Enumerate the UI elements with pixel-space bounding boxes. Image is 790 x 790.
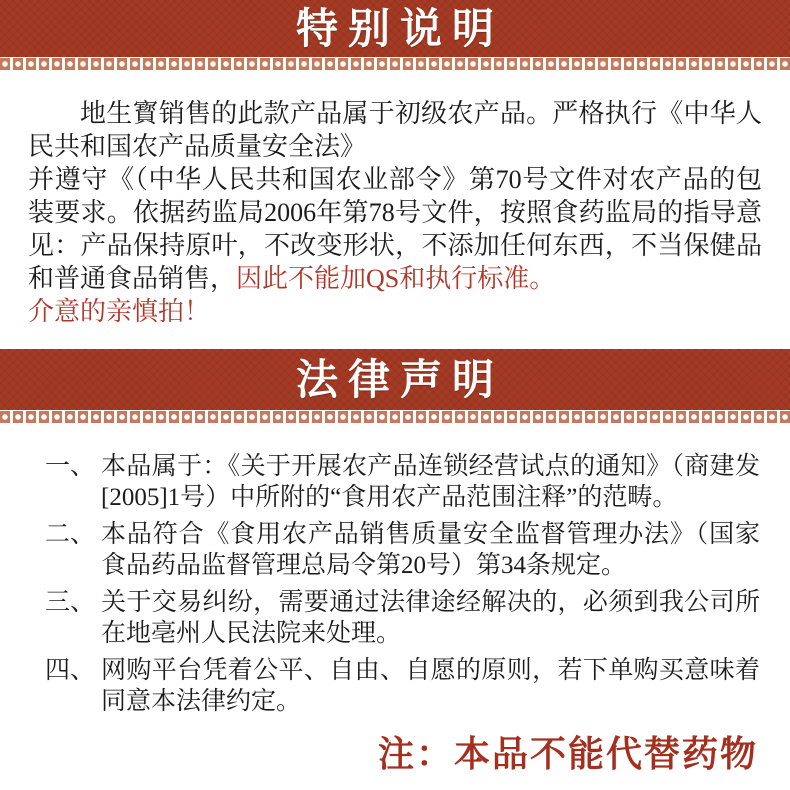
legal-section-title: 法律声明: [295, 354, 504, 404]
special-paragraph-2-black: 并遵守《（中华人民共和国农业部令》第70号文件对农产品的包装要求。依据药监局2006年第78号文件，按照食药监局的指导意见：产品保持原叶，不改变形状，不添加任何东西，不当保健品和普通食品销售，: [28, 165, 762, 293]
special-section-title: 特别说明: [295, 3, 504, 53]
legal-section-banner: [0, 349, 790, 410]
legal-item-1: [45, 451, 760, 513]
legal-item-3-text: 关于交易纠纷，需要通过法律途经解决的，必须到我公司所在地亳州人民法院来处理。: [101, 589, 760, 647]
decorative-meander-border-top: [0, 57, 790, 71]
disclaimer-note: 注：本品不能代替药物: [377, 734, 758, 775]
legal-item-4-text: 网购平台凭着公平、自由、自愿的原则，若下单购买意味着同意本法律约定。: [101, 657, 760, 715]
legal-item-1-text: 本品属于：《关于开展农产品连锁经营试点的通知》（商建发[2005]1号）中所附的“食用农产品范围注释”的范畴。: [101, 453, 760, 511]
decorative-meander-border-bottom: [0, 410, 790, 424]
legal-items-list: [45, 451, 760, 717]
legal-item-1-marker: 一、: [45, 453, 96, 480]
legal-item-4-marker: 四、: [45, 657, 96, 684]
special-paragraph-1: 地生寳销售的此款产品属于初级农产品。严格执行《中华人民共和国农产品质量安全法》: [28, 99, 762, 161]
legal-item-3: [45, 587, 760, 649]
legal-item-2: [45, 519, 760, 581]
special-paragraph-2: [28, 163, 762, 295]
legal-item-3-marker: 三、: [45, 589, 96, 616]
special-paragraph-2-red-warning: 因此不能加QS和执行标准。: [236, 264, 556, 293]
legal-item-4: [45, 655, 760, 717]
legal-item-2-marker: 二、: [45, 521, 96, 548]
special-section-banner: [0, 0, 790, 57]
special-paragraph-3-red-warning: 介意的亲慎拍！: [28, 297, 211, 326]
legal-item-2-text: 本品符合《食用农产品销售质量安全监督管理办法》（国家食品药品监督管理总局令第20号）第34条规定。: [101, 521, 760, 579]
special-note-text-block: [28, 97, 762, 328]
